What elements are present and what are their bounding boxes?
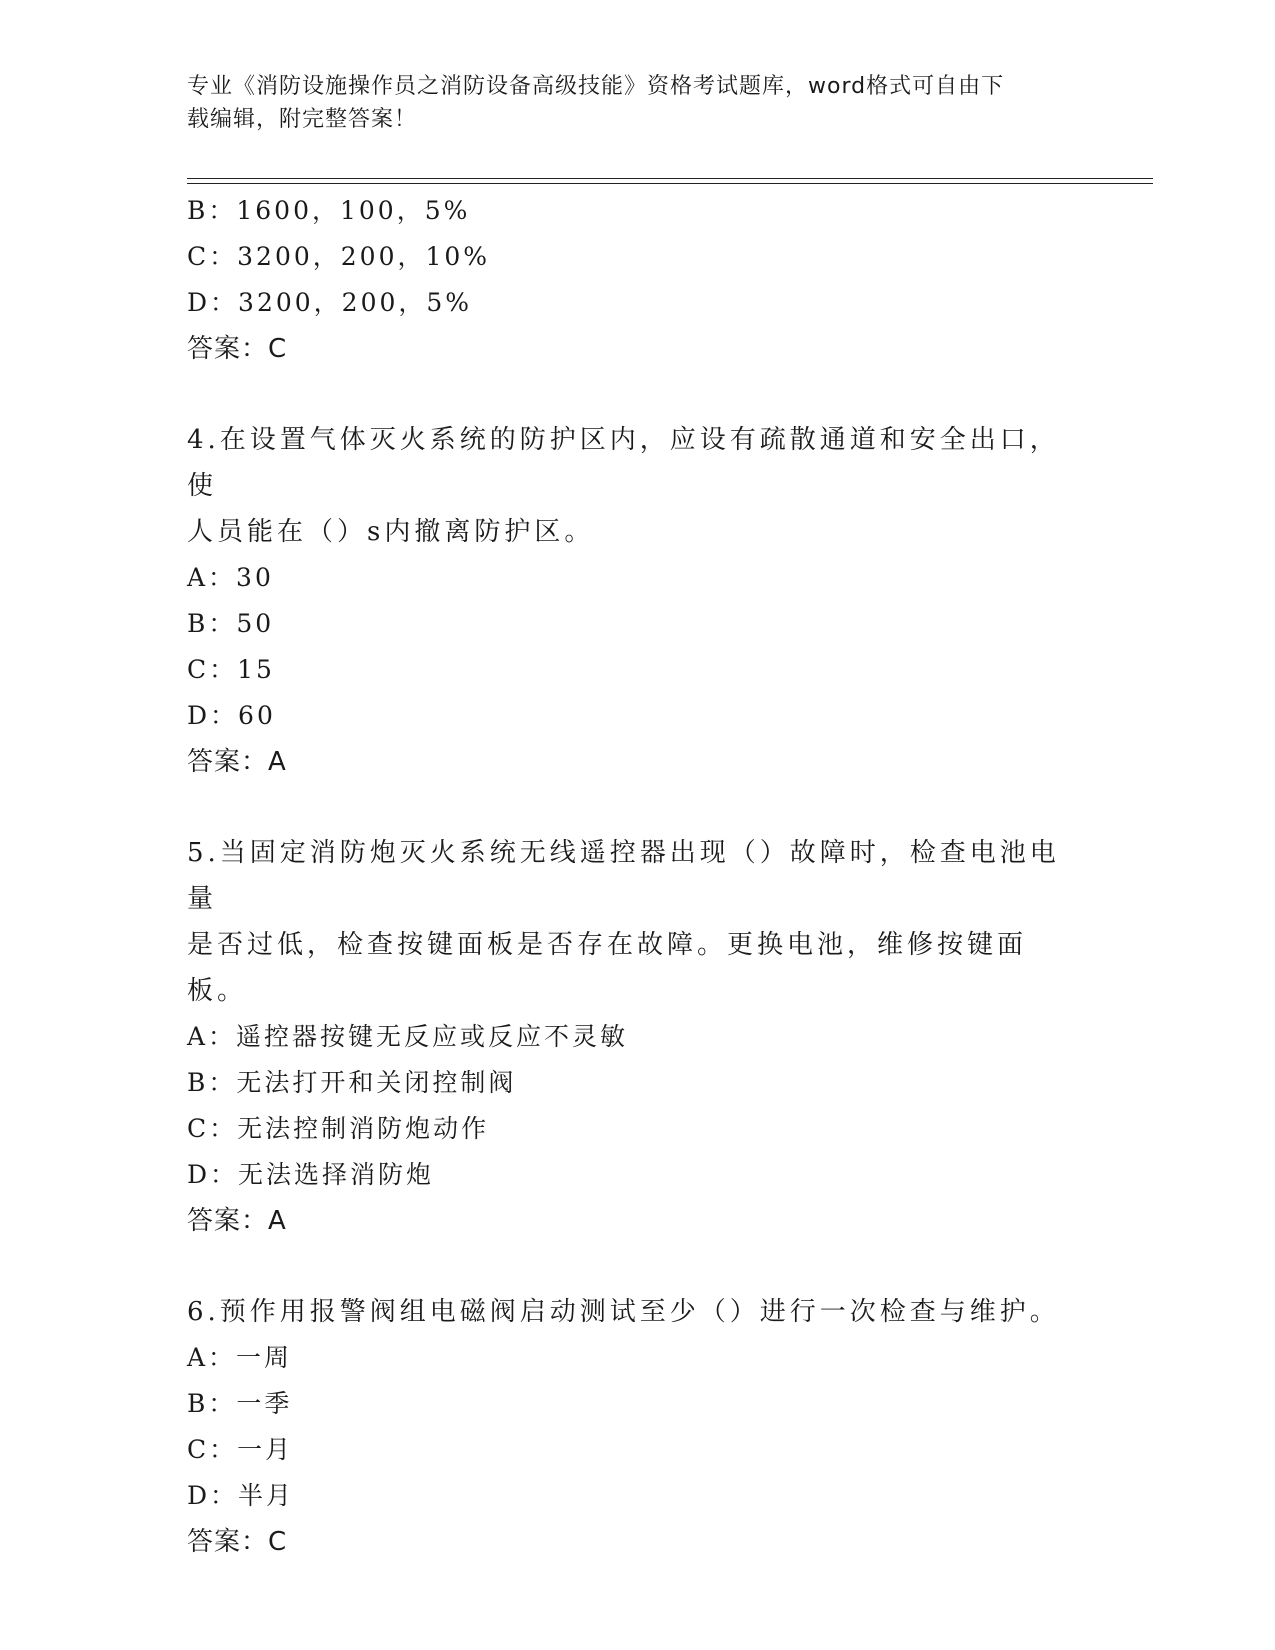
option-d: D：60 bbox=[187, 701, 276, 730]
header-divider-top bbox=[187, 178, 1153, 179]
answer-line: 答案：C bbox=[187, 1527, 288, 1557]
option-d: D：半月 bbox=[187, 1481, 295, 1510]
option-a: A：遥控器按键无反应或反应不灵敏 bbox=[187, 1022, 629, 1051]
question-4 bbox=[187, 417, 1067, 785]
answer-line: 答案：A bbox=[187, 747, 287, 777]
option-b: B：无法打开和关闭控制阀 bbox=[187, 1068, 517, 1097]
question-stem-line: 5.当固定消防炮灭火系统无线遥控器出现（）故障时，检查电池电量 bbox=[187, 838, 1060, 914]
option-b: B：一季 bbox=[187, 1389, 293, 1418]
header-line-1: 专业《消防设施操作员之消防设备高级技能》资格考试题库，word格式可自由下 bbox=[187, 74, 1005, 99]
question-stem-line: 6.预作用报警阀组电磁阀启动测试至少（）进行一次检查与维护。 bbox=[187, 1297, 1060, 1327]
option-c: C：一月 bbox=[187, 1435, 294, 1464]
option-d: D：3200，200，5% bbox=[187, 288, 473, 317]
question-stem bbox=[187, 830, 1067, 1014]
answer-line: 答案：C bbox=[187, 334, 288, 364]
question-stem-line: 4.在设置气体灭火系统的防护区内，应设有疏散通道和安全出口，使 bbox=[187, 425, 1060, 501]
option-a: A：30 bbox=[187, 563, 274, 592]
option-b: B：1600，100，5% bbox=[187, 196, 471, 225]
option-a: A：一周 bbox=[187, 1343, 293, 1372]
document-header bbox=[187, 70, 1077, 136]
option-d: D：无法选择消防炮 bbox=[187, 1160, 435, 1189]
question-stem bbox=[187, 417, 1067, 555]
question-list bbox=[187, 188, 1067, 1565]
option-c: C：15 bbox=[187, 655, 275, 684]
question-3-continuation bbox=[187, 188, 1067, 372]
option-c: C：无法控制消防炮动作 bbox=[187, 1114, 490, 1143]
answer-line: 答案：A bbox=[187, 1206, 287, 1236]
question-stem bbox=[187, 1289, 1067, 1335]
header-line-2: 载编辑，附完整答案！ bbox=[187, 107, 418, 132]
question-stem-line: 人员能在（）s内撤离防护区。 bbox=[187, 517, 595, 547]
question-6 bbox=[187, 1289, 1067, 1565]
option-c: C：3200，200，10% bbox=[187, 242, 491, 271]
question-5 bbox=[187, 830, 1067, 1244]
question-stem-line: 是否过低，检查按键面板是否存在故障。更换电池，维修按键面板。 bbox=[187, 930, 1028, 1006]
header-divider-bottom bbox=[187, 183, 1153, 184]
option-b: B：50 bbox=[187, 609, 275, 638]
